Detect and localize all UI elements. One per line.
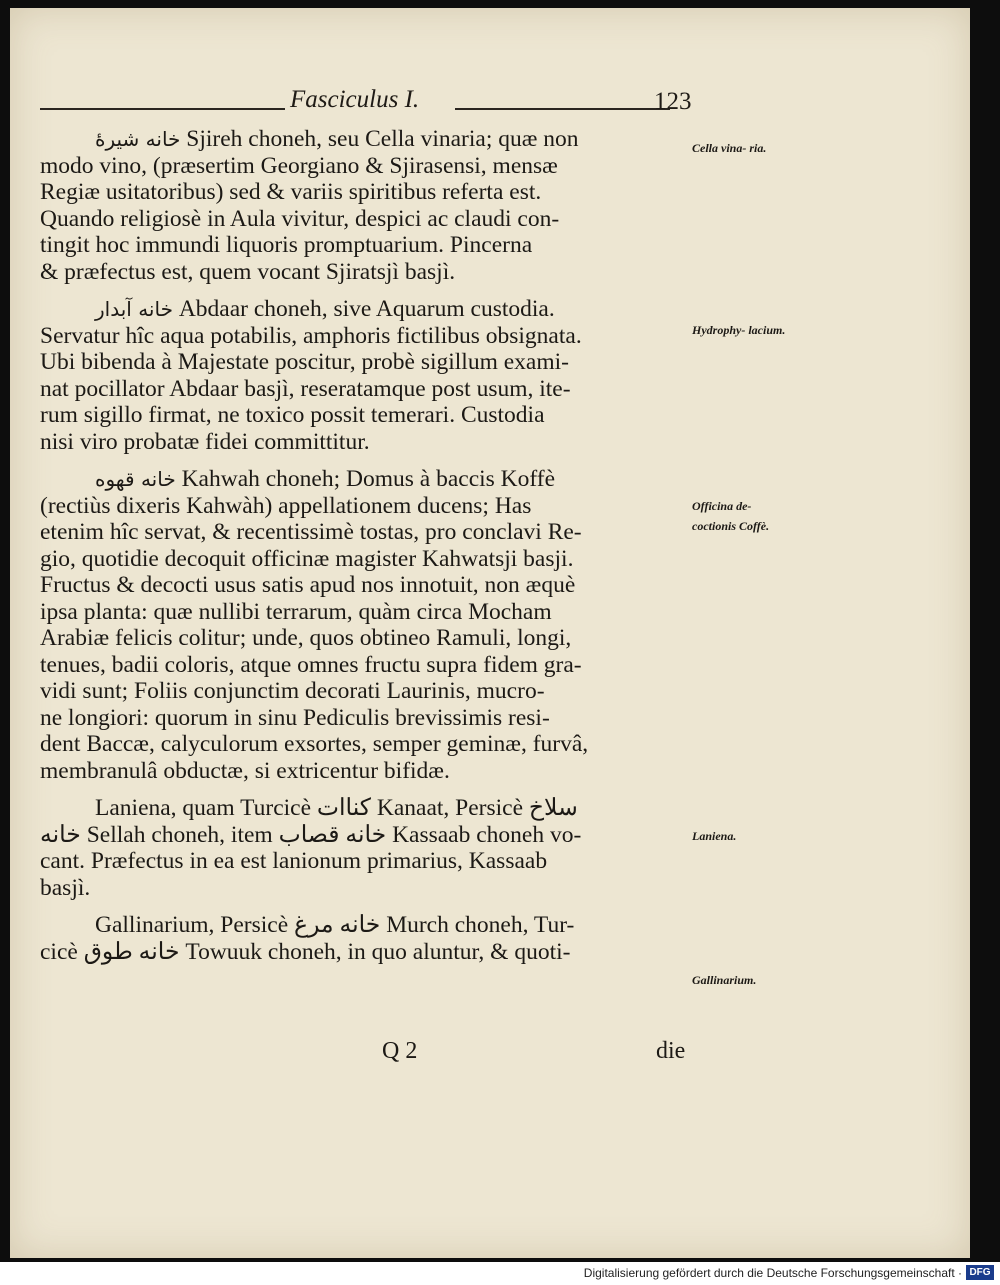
text-line (40, 572, 685, 599)
line-text: tenues, badii coloris, atque omnes fructu supra fidem gra- (40, 651, 582, 678)
text-line (40, 546, 685, 573)
line-text: basjì. (40, 874, 91, 901)
page-number: 123 (654, 88, 692, 115)
line-text: ipsa planta: quæ nullibi terrarum, quàm circa Mocham (40, 598, 552, 625)
paragraph (40, 912, 685, 965)
line-text: Servatur hîc aqua potabilis, amphoris fictilibus obsignata. (40, 322, 582, 349)
digitization-footer (0, 1262, 1000, 1285)
body-text (40, 126, 685, 976)
line-text: membranulâ obductæ, si extricentur bifidæ. (40, 757, 450, 784)
arabic-script-term: خانه شيرۀ (95, 127, 181, 151)
catchword: die (656, 1038, 686, 1064)
margin-note-hydrophylacium: Hydrophy- lacium. (692, 323, 786, 337)
line-text: dent Baccæ, calyculorum exsortes, semper geminæ, furvâ, (40, 731, 589, 757)
line-text: ne longiori: quorum in sinu Pediculis brevissimis resi- (40, 704, 550, 731)
line-text: cicè خانه طوق Towuuk choneh, in quo aluntur, & quoti- (40, 938, 571, 965)
text-line (40, 678, 685, 705)
line-text: modo vino, (præsertim Georgiano & Sjirasensi, mensæ (40, 152, 558, 179)
text-line (40, 848, 685, 875)
line-text: tingit hoc immundi liquoris promptuarium. Pincerna (40, 232, 533, 258)
book-page (10, 8, 970, 1258)
text-line (40, 153, 685, 180)
margin-note-gallinarium: Gallinarium. (692, 973, 757, 987)
text-line (40, 652, 685, 679)
text-line (40, 599, 685, 626)
text-line (40, 323, 685, 350)
margin-note-cella: Cella vina- ria. (692, 141, 767, 155)
text-line (40, 296, 685, 323)
line-text: Laniena, quam Turcicè كناات Kanaat, Persicè سلاخ (95, 795, 578, 821)
text-line (40, 429, 685, 456)
line-text: etenim hîc servat, & recentissimè tostas, pro conclavi Re- (40, 519, 582, 545)
line-text: Regiæ usitatoribus) sed & variis spiritibus referta est. (40, 179, 542, 205)
signature-mark: Q 2 (382, 1038, 418, 1064)
line-text: & præfectus est, quem vocant Sjiratsjì basjì. (40, 258, 456, 285)
line-text: Fructus & decocti usus satis apud nos innotuit, non æquè (40, 572, 576, 598)
paragraph (40, 466, 685, 784)
text-line (40, 206, 685, 233)
line-text: Arabiæ felicis colitur; unde, quos obtineo Ramuli, longi, (40, 625, 572, 651)
text-line (40, 875, 685, 902)
text-line (40, 705, 685, 732)
text-line (40, 402, 685, 429)
header-rule-right (455, 108, 670, 110)
text-line (40, 466, 685, 493)
text-line (40, 259, 685, 286)
arabic-script-term: خانه قهوه (95, 467, 176, 491)
text-line (40, 912, 685, 939)
dfg-logo: DFG (966, 1265, 994, 1280)
line-text: Ubi bibenda à Majestate poscitur, probè sigillum exami- (40, 349, 569, 375)
digitization-credit: Digitalisierung gefördert durch die Deutsche Forschungsgemeinschaft · (583, 1266, 962, 1280)
text-line (40, 795, 685, 822)
text-line (40, 758, 685, 785)
line-text: Gallinarium, Persicè خانه مرغ Murch choneh, Tur- (95, 912, 575, 938)
line-text: Abdaar choneh, sive Aquarum custodia. (172, 296, 555, 322)
text-line (40, 232, 685, 259)
line-text: cant. Præfectus in ea est lanionum primarius, Kassaab (40, 848, 548, 874)
margin-note-officina: Officina de- coctionis Coffè. (692, 499, 770, 533)
text-line (40, 625, 685, 652)
text-line (40, 376, 685, 403)
line-text: rum sigillo firmat, ne toxico possit temerari. Custodia (40, 402, 545, 428)
line-text: nisi viro probatæ fidei committitur. (40, 428, 370, 455)
text-line (40, 939, 685, 966)
paragraph (40, 296, 685, 455)
text-line (40, 179, 685, 206)
line-text: nat pocillator Abdaar basjì, reseratamque post usum, ite- (40, 375, 571, 402)
text-line (40, 493, 685, 520)
line-text: (rectiùs dixeris Kahwàh) appellationem ducens; Has (40, 492, 532, 519)
arabic-script-term: خانه آبدار (95, 297, 173, 321)
header-rule-left (40, 108, 285, 110)
line-text: vidi sunt; Foliis conjunctim decorati Laurinis, mucro- (40, 678, 545, 704)
line-text: gio, quotidie decoquit officinæ magister Kahwatsji basji. (40, 545, 574, 572)
text-line (40, 731, 685, 758)
margin-note-laniena: Laniena. (692, 829, 737, 843)
text-line (40, 126, 685, 153)
line-text: Sjireh choneh, seu Cella vinaria; quæ non (180, 126, 579, 152)
text-line (40, 822, 685, 849)
paragraph (40, 126, 685, 285)
text-line (40, 349, 685, 376)
paragraph (40, 795, 685, 901)
line-text: Quando religiosè in Aula vivitur, despici ac claudi con- (40, 205, 560, 232)
line-text: خانه Sellah choneh, item خانه قصاب Kassaab choneh vo- (40, 821, 582, 848)
line-text: Kahwah choneh; Domus à baccis Koffè (175, 466, 556, 492)
text-line (40, 519, 685, 546)
running-head: Fasciculus I. (290, 86, 420, 113)
